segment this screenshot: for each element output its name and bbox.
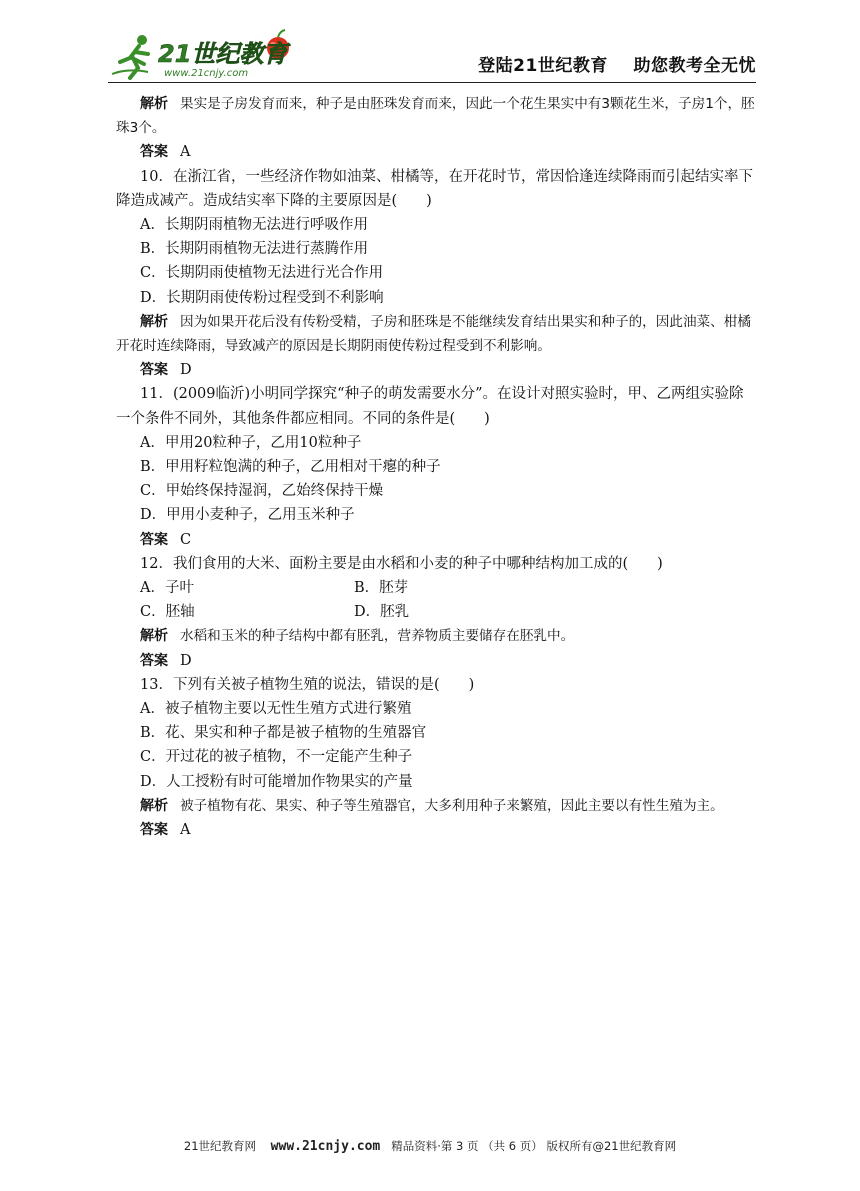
header-slogan: 登陆21世纪教育 助您教考全无忧 [478,56,756,76]
q9-analysis: 解析 果实是子房发育而来，种子是由胚珠发育而来，因此一个花生果实中有3颗花生米，子房1个，胚珠3个。 [116,96,755,137]
q13-option-c: C．开过花的被子植物，不一定能产生种子 [140,749,413,766]
q11-option-c: C．甲始终保持湿润，乙始终保持干燥 [140,483,384,500]
answer-label: 答案 [140,652,168,669]
q13-analysis: 解析 被子植物有花、果实、种子等生殖器官，大多利用种子来繁殖，因此主要以有性生殖为主。 [140,797,724,814]
q10-answer: 答案 D [140,362,192,379]
answer-label: 答案 [140,362,168,379]
q11-option-a: A．甲用20粒种子，乙用10粒种子 [140,434,362,451]
answer-label: 答案 [140,822,168,839]
document-body [116,92,756,842]
q13-stem: 13．下列有关被子植物生殖的说法，错误的是( ) [140,676,475,693]
q10-analysis: 解析 因为如果开花后没有传粉受精，子房和胚珠是不能继续发育结出果实和种子的，因此油菜、柑橘开花时连续降雨，导致减产的原因是长期阴雨使传粉过程受到不利影响。 [116,313,751,355]
q12-options-row-2 [116,600,756,624]
q13-answer: 答案 A [140,822,191,839]
analysis-label: 解析 [140,313,168,330]
q12-options-row-1 [116,576,756,600]
q12-option-b: B．胚芽 [354,580,409,597]
runner-icon [112,35,148,78]
footer-site[interactable]: www.21cnjy.com [270,1139,381,1154]
analysis-label: 解析 [140,628,168,645]
q10-option-d: D．长期阴雨使传粉过程受到不利影响 [140,289,384,306]
answer-label: 答案 [140,531,168,548]
q9-answer: 答案 A [140,144,191,161]
q12-stem: 12．我们食用的大米、面粉主要是由水稻和小麦的种子中哪种结构加工成的( ) [140,555,663,572]
page-footer [0,1138,860,1154]
q11-answer: 答案 C [140,531,192,548]
q11-option-d: D．甲用小麦种子，乙用玉米种子 [140,507,355,524]
q10-stem: 10．在浙江省，一些经济作物如油菜、柑橘等，在开花时节，常因恰逢连续降雨而引起结实率下降造成减产。造成结实率下降的主要原因是( ) [116,168,753,209]
q12-option-d: D．胚乳 [354,604,410,621]
logo [108,28,308,82]
q11-stem: 11．(2009临沂)小明同学探究“种子的萌发需要水分”。在设计对照实验时，甲、乙两组实验除一个条件不同外，其他条件都应相同。不同的条件是( ) [116,386,744,427]
q13-option-d: D．人工授粉有时可能增加作物果实的产量 [140,773,413,790]
analysis-label: 解析 [140,797,168,814]
page-header [108,28,756,83]
q11-option-b: B．甲用籽粒饱满的种子，乙用相对干瘪的种子 [140,459,441,476]
q10-option-b: B．长期阴雨植物无法进行蒸腾作用 [140,241,369,258]
q13-option-b: B．花、果实和种子都是被子植物的生殖器官 [140,725,427,742]
q12-analysis: 解析 水稻和玉米的种子结构中都有胚乳，营养物质主要储存在胚乳中。 [140,628,575,645]
footer-left: 21世纪教育网 [183,1139,257,1153]
q12-answer: 答案 D [140,652,192,669]
analysis-label: 解析 [140,96,168,112]
logo-text: 21世纪教育 [158,40,288,68]
answer-label: 答案 [140,144,168,161]
q10-option-c: C．长期阴雨使植物无法进行光合作用 [140,265,384,282]
q12-option-c: C．胚轴 [140,604,195,621]
q13-option-a: A．被子植物主要以无性生殖方式进行繁殖 [140,701,412,718]
logo-url: www.21cnjy.com [164,68,249,79]
q10-option-a: A．长期阴雨植物无法进行呼吸作用 [140,217,368,234]
q12-option-a: A．子叶 [140,580,194,597]
footer-right: 精品资料·第 3 页 （共 6 页） 版权所有@21世纪教育网 [391,1139,677,1153]
